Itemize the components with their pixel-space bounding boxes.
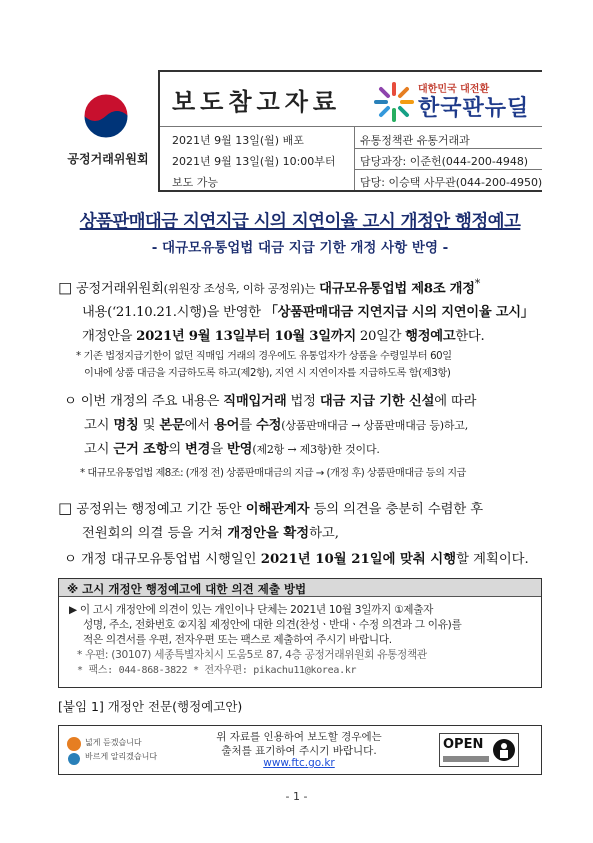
headline: 상품판매대금 지연지급 시의 지연이율 고시 개정안 행정예고 [79,212,521,232]
p3-text: 하고, [309,526,339,541]
paragraph-3 [58,496,548,546]
release-date: 2021년 9월 13일(월) 배포 [172,134,304,147]
department: 유통정책관 유통거래과 [360,134,470,147]
notice-title: ※ 고시 개정안 행정예고에 대한 의견 제출 방법 [59,579,541,597]
p2-emphasis: 반영 [227,442,253,457]
p3-text: 공정위는 행정예고 기간 동안 [76,502,242,517]
paragraph-bullet: ㅇ [64,552,77,567]
license-person-icon [492,738,516,762]
contact-head [360,153,528,169]
p2-text: 및 [142,418,156,433]
p2-emphasis: 명칭 [113,418,139,433]
p2-text: (상품판매대금 → 상품판매대금 등)하고, [281,419,469,432]
contact-staff-label: 담당: [360,176,385,189]
ftc-website-link[interactable]: www.ftc.go.kr [263,757,335,769]
open-label: OPEN [443,737,484,752]
p2-text: 을 [210,442,223,457]
footnote-2: * 대규모유통업법 제8조: (개정 전) 상품판매대금의 지급 → (개정 후) 상품판매대금 등의 지급 [80,468,466,479]
footer-box [58,725,542,775]
subheadline: - 대규모유통업법 대금 지급 기한 개정 사항 반영 - [151,240,449,256]
p2-text: (제2항 → 제3항)한 것이다. [252,443,380,456]
p3-text: 전원회의 의결 등을 거쳐 [82,526,224,541]
p1-text: 한다. [455,329,485,345]
p1-text: 개정안을 [82,329,133,345]
header-row-divider [160,126,542,127]
p2-text: 에서 [184,418,210,433]
listen-badge [65,734,175,768]
page-number: - 1 - [285,790,308,803]
p2-text: 이번 개정의 주요 내용은 [80,394,220,409]
doc-type-title: 보도참고자료 [172,87,342,116]
header-row-divider [354,169,542,170]
p2-text: 를 [239,418,252,433]
footer-line-1: 위 자료를 인용하여 보도할 경우에는 [216,731,382,743]
notice-address: * 우편: (30107) 세종특별자치시 도움5로 87, 4층 공정거래위원회 유통정책관 [77,649,427,661]
p1-text: 내용(‘21.10.21.시행)을 반영한 [82,305,261,321]
contact-staff-value: 이승택 사무관(044-200-4950) [388,176,543,189]
footer-line-2: 출처를 표기하여 주시기 바랍니다. [221,745,377,757]
paragraph-bullet: □ [58,499,73,517]
p3-emphasis: 개정안을 확정 [227,526,310,541]
p2-emphasis: 변경 [185,442,211,457]
slogan-small: 대한민국 대전환 [418,84,490,95]
p4-emphasis: 2021년 10월 21일에 맞춰 시행 [260,552,457,567]
notice-body [69,603,537,678]
p1-emphasis: 「상품판매대금 지연지급 시의 지연이율 고시」 [264,305,534,321]
notice-line: 성명, 주소, 전화번호 ②지침 제정안에 대한 의견(찬성ㆍ반대ㆍ수정 의견과 그 이유)를 [83,619,462,631]
p1-emphasis: 대규모유통업법 제8조 개정 [319,281,475,297]
p1-text: 20일간 [359,329,402,345]
government-emblem-icon [82,92,130,140]
contact-head-value: 이준헌(044-200-4948) [409,155,529,168]
license-bar [443,756,489,762]
p2-emphasis: 용어 [213,418,240,433]
header-border-top [160,70,542,72]
notice-contact: * 팩스: 044-868-3822 * 전자우편: pikachu11@korea.kr [77,665,357,676]
footnote-1-line: 이내에 상품 대금을 지급하도록 하고(제2항), 지연 시 지연이자를 지급하도록 함(제3항) [84,368,451,379]
footer-link-wrap [179,757,419,769]
paragraph-bullet: ㅇ [64,394,77,409]
paragraph-1 [58,272,548,349]
p2-text: 의 [168,442,181,457]
header-row-divider [354,148,542,149]
p3-emphasis: 이해관계자 [245,502,310,517]
paragraph-bullet: □ [58,278,72,297]
p1-emphasis: 행정예고 [405,329,456,345]
header-border-bottom [160,190,542,192]
header-column-divider [354,126,355,190]
contact-head-label: 담당과장: [360,155,407,168]
contact-staff [360,174,542,190]
badge-line-1: 넓게 듣겠습니다 [85,738,142,747]
p2-text: 법정 [290,394,316,409]
header-divider-vertical [158,70,160,192]
p4-text: 할 계획이다. [456,552,529,567]
ear-icon [65,736,83,766]
p1-emphasis: 2021년 9월 13일부터 10월 3일까지 [136,329,356,345]
p2-emphasis: 본문 [159,418,185,433]
p2-emphasis: 대금 지급 기한 신설 [319,394,435,409]
open-license-badge [439,733,519,767]
embargo-line-2: 보도 가능 [172,176,219,189]
p2-emphasis: 근거 조항 [113,442,169,457]
org-name: 공정거래위원회 [67,152,149,166]
footnote-1 [76,348,546,382]
p4-text: 개정 대규모유통업법 시행일인 [81,552,257,567]
badge-line-2: 바르게 알리겠습니다 [85,752,158,761]
paragraph-2 [64,390,548,462]
comment-submission-box [58,578,542,688]
footnote-1-line: * 기존 법정지급기한이 없던 직매입 거래의 경우에도 유통업자가 상품을 수령일부터 60일 [76,351,452,362]
footnote-marker: * [474,277,480,290]
p2-text: 에 따라 [434,394,477,409]
notice-line: ▶ 이 고시 개정안에 의견이 있는 개인이나 단체는 2021년 10월 3일까지 ①제출자 [69,604,434,616]
embargo-line-1: 2021년 9월 13일(월) 10:00부터 [172,155,336,168]
slogan-big: 한국판뉴딜 [418,96,530,121]
p1-text: (위원장 조성욱, 이하 공정위)는 [163,281,316,296]
attachment-label: [붙임 1] 개정안 전문(행정예고안) [58,699,243,714]
p3-text: 등의 의견을 충분히 수렴한 후 [313,502,484,517]
p2-text: 고시 [84,442,110,457]
paragraph-4 [64,548,548,572]
p1-text: 공정거래위원회 [75,281,164,297]
p2-emphasis: 직매입거래 [223,394,287,409]
new-deal-logo-icon [372,80,416,124]
p2-emphasis: 수정 [255,418,282,433]
p2-text: 고시 [84,418,110,433]
notice-line: 적은 의견서를 우편, 전자우편 또는 팩스로 제출하여 주시기 바랍니다. [83,634,392,646]
